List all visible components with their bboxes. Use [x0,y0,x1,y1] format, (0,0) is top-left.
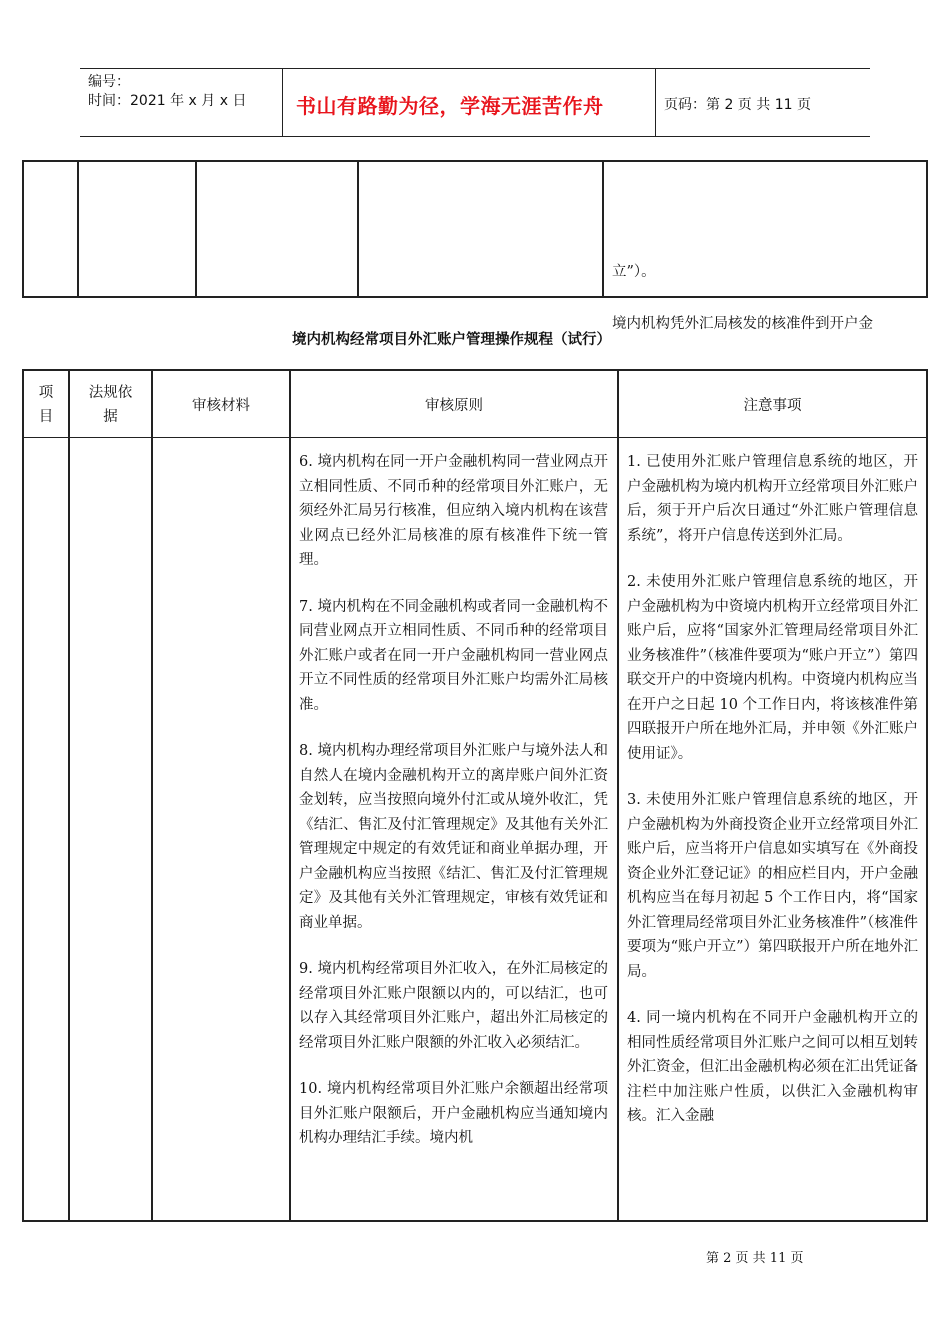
top-fragment-cell-text: 立”）。 [612,264,656,280]
document-title: 境内机构经常项目外汇账户管理操作规程（试行） [292,331,611,348]
note-paragraph-1: 1. 已使用外汇账户管理信息系统的地区，开户金融机构为境内机构开立经常项目外汇账户后，须于开户后次日通过“外汇账户管理信息系统”，将开户信息传送到外汇局。 [627,454,918,544]
note-paragraph-4: 4. 同一境内机构在不同开户金融机构开立的相同性质经常项目外汇账户之间可以相互划转外汇资金，但汇出金融机构必须在汇出凭证备注栏中加注账户性质，以供汇入金融机构审核。汇入金融 [627,1010,918,1124]
column-header-legal-basis [70,381,151,429]
note-paragraph-3: 3. 未使用外汇账户管理信息系统的地区，开户金融机构为外商投资企业开立经常项目外汇账户后，应当将开户信息如实填写在《外商投资企业外汇登记证》的相应栏目内，开户金融机构应当在每月初起 5 个工作日内，将“国家外汇管理局经常项目外汇业务核准件”（核准件要项为“账户开立”）第四联报开户所在地外汇局。 [627,792,918,980]
header-top-rule [80,68,870,69]
note-paragraph-2: 2. 未使用外汇账户管理信息系统的地区，开户金融机构为中资境内机构开立经常项目外汇账户后，应将“国家外汇管理局经常项目外汇业务核准件”（核准件要项为“账户开立”）第四联交开户的中资境内机构。中资境内机构应当在开户之日起 10 个工作日内，将该核准件第四联报开户所在地外汇局，并申领《外汇账户使用证》。 [627,574,918,762]
column-header-item-line2: 目 [38,409,54,425]
column-header-legal-basis-line2: 据 [103,409,118,425]
header-motto: 书山有路勤为径，学海无涯苦作舟 [296,94,604,118]
notes-cell [627,450,918,1218]
header-divider-2 [655,68,656,136]
document-number-label: 编号： [88,74,130,90]
footer-page-number: 第 2 页 共 11 页 [706,1251,804,1266]
principle-paragraph-10: 10. 境内机构经常项目外汇账户余额超出经常项目外汇账户限额后，开户金融机构应当通知境内机构办理结汇手续。境内机 [299,1081,608,1146]
column-header-item [24,381,68,429]
principle-paragraph-8: 8. 境内机构办理经常项目外汇账户与境外法人和自然人在境内金融机构开立的离岸账户间外汇资金划转，应当按照向境外付汇或从境外收汇，凭《结汇、售汇及付汇管理规定》及其他有关外汇管理规定中规定的有效凭证和商业单据办理，开户金融机构应当按照《结汇、售汇及付汇管理规定》及其他有关外汇管理规定，审核有效凭证和商业单据。 [299,743,608,931]
principle-paragraph-7: 7. 境内机构在不同金融机构或者同一金融机构不同营业网点开立相同性质、不同币种的经常项目外汇账户或者在同一开户金融机构同一营业网点开立不同性质的经常项目外汇账户均需外汇局核准。 [299,598,608,713]
column-header-notes: 注意事项 [743,398,802,414]
header-bottom-rule [80,136,870,137]
column-header-review-principles: 审核原则 [425,398,483,414]
header-page-info: 页码：第 2 页 共 11 页 [664,97,811,113]
column-header-legal-basis-line1: 法规依 [88,385,133,401]
header-divider-1 [282,68,283,136]
review-principles-cell [299,450,608,1173]
column-header-review-materials: 审核材料 [192,398,250,414]
column-header-item-line1: 项 [38,385,54,401]
principle-paragraph-9: 9. 境内机构经常项目外汇收入，在外汇局核定的经常项目外汇账户限额以内的，可以结汇，也可以存入其经常项目外汇账户，超出外汇局核定的经常项目外汇账户限额的外汇收入必须结汇。 [299,961,608,1051]
document-time-label: 时间：2021 年 x 月 x 日 [88,93,247,109]
principle-paragraph-6: 6. 境内机构在同一开户金融机构同一营业网点开立相同性质、不同币种的经常项目外汇账户，无须经外汇局另行核准，但应纳入境内机构在该营业网点已经外汇局核准的原有核准件下统一管理。 [299,454,608,568]
top-fragment-overflow-text: 境内机构凭外汇局核发的核准件到开户金 [612,316,873,332]
